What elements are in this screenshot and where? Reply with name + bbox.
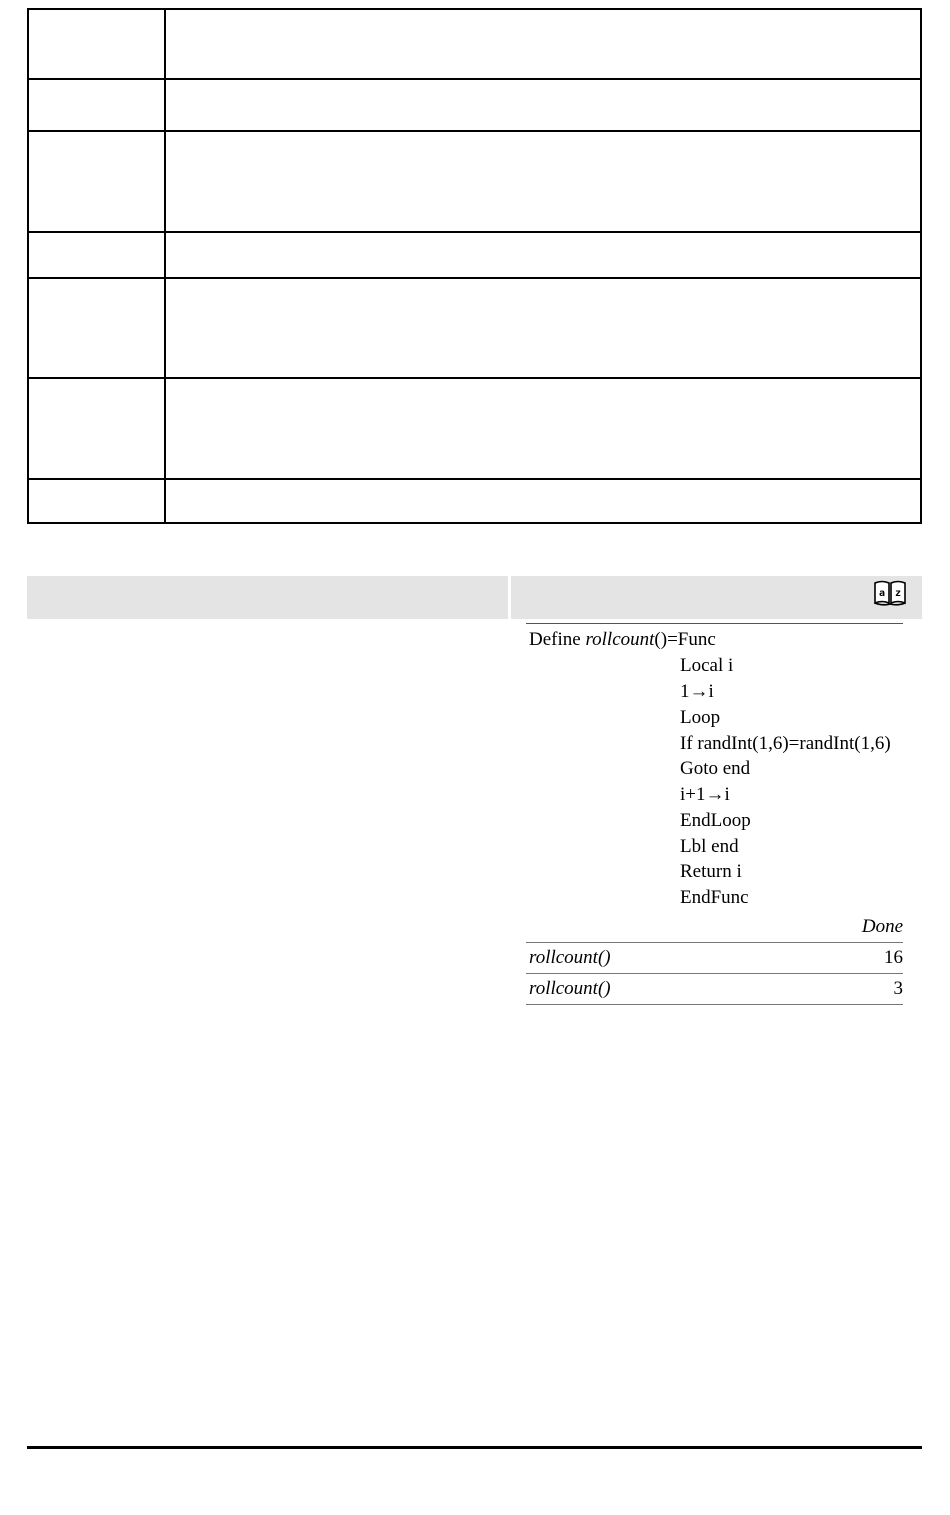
code-line: i+1→i — [680, 784, 730, 805]
table-row — [29, 279, 920, 379]
catalog-book-icon — [873, 579, 907, 607]
function-name: rollcount — [585, 629, 655, 650]
code-line: Loop — [680, 707, 721, 728]
calc-entry-row — [526, 973, 903, 1005]
code-line: Lbl end — [680, 836, 739, 857]
code-line: Goto end — [680, 758, 751, 779]
reference-table — [27, 8, 922, 524]
calc-expression: rollcount() — [529, 978, 611, 999]
table-row — [29, 132, 920, 233]
calc-expression: rollcount() — [529, 947, 611, 968]
define-suffix: ()=Func — [654, 629, 716, 650]
code-line: EndLoop — [680, 810, 751, 831]
define-prefix: Define — [529, 629, 586, 650]
table-row — [29, 10, 920, 80]
table-row — [29, 480, 920, 526]
entry-header-band — [27, 576, 922, 619]
example-top-rule — [526, 623, 903, 624]
column-divider — [164, 10, 166, 522]
footer-rule — [27, 1446, 922, 1449]
code-line: 1→i — [680, 681, 714, 702]
code-line: Local i — [680, 655, 734, 676]
table-row — [29, 379, 920, 480]
calc-entry-row — [526, 942, 903, 973]
table-row — [29, 233, 920, 279]
code-line: If randInt(1,6)=randInt(1,6) — [680, 733, 891, 754]
svg-text:z: z — [894, 588, 902, 599]
calc-result: 3 — [893, 978, 903, 999]
svg-text:a: a — [878, 588, 886, 599]
code-line: Return i — [680, 861, 742, 882]
code-line: EndFunc — [680, 887, 749, 908]
define-line — [529, 627, 716, 653]
define-result: Done — [861, 916, 903, 937]
header-split — [508, 576, 511, 619]
calc-result: 16 — [884, 947, 903, 968]
table-row — [29, 80, 920, 132]
